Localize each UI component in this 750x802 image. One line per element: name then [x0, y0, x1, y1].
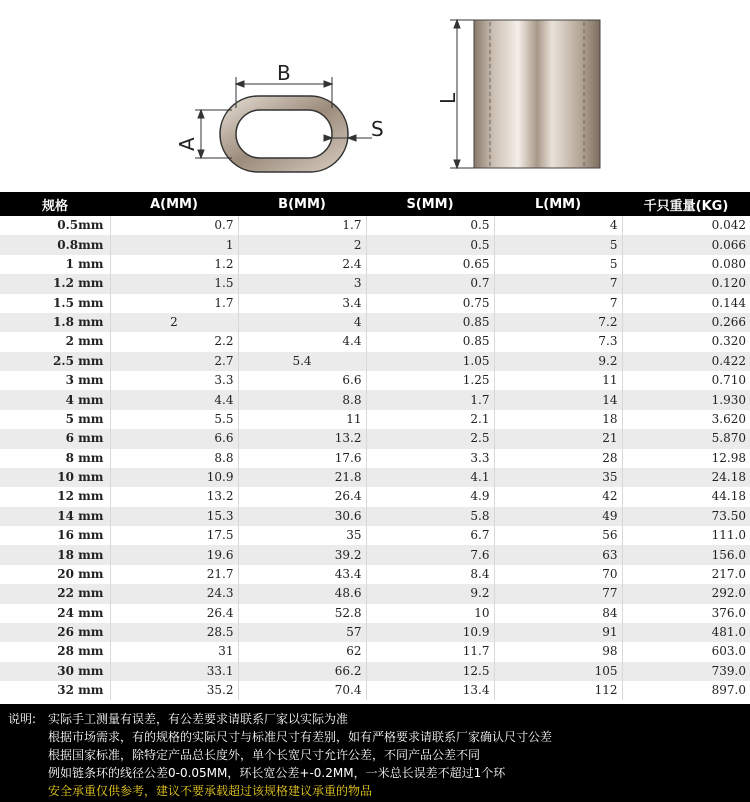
- cell-weight: 12.98: [711, 450, 746, 465]
- cell-a: 28.5: [110, 623, 238, 642]
- header-b: B(MM): [238, 192, 366, 216]
- cell-l: 11: [494, 371, 622, 390]
- table-header-row: [0, 192, 750, 216]
- cell-a: 1.5: [110, 274, 238, 293]
- note-line-4: 例如链条环的线径公差0-0.05MM，环长宽公差+-0.2MM，一米总长误差不超过1个环: [48, 766, 506, 780]
- cell-b: 26.4: [238, 487, 366, 506]
- cell-spec: 16 mm: [0, 526, 110, 545]
- cell-a: 15.3: [110, 507, 238, 526]
- cell-s: 0.85: [366, 313, 494, 332]
- table-row: [0, 371, 750, 390]
- cell-l: 7: [494, 274, 622, 293]
- cell-weight: 73.50: [622, 507, 750, 526]
- cell-weight: 0.710: [711, 373, 746, 388]
- cell-weight: 0.120: [622, 274, 750, 293]
- cell-s: 10.9: [366, 623, 494, 642]
- header-s: S(MM): [366, 192, 494, 216]
- cell-l: 7.2: [494, 313, 622, 332]
- cell-l: 98: [494, 642, 622, 661]
- cell-b: 43.4: [238, 565, 366, 584]
- cell-spec: 1.5 mm: [0, 294, 110, 313]
- cell-b: 4.4: [238, 332, 366, 351]
- cell-weight: 0.042: [711, 218, 746, 233]
- table-row: [0, 642, 750, 661]
- table-row: [0, 216, 750, 235]
- cell-weight: 217.0: [711, 566, 746, 581]
- table-row: [0, 507, 750, 526]
- cell-a: 2.7: [110, 352, 238, 371]
- table-row: [0, 313, 750, 332]
- cell-b: 52.8: [238, 604, 366, 623]
- cell-b: 13.2: [238, 429, 366, 448]
- table-row: [0, 584, 750, 603]
- cell-l: 21: [494, 429, 622, 448]
- cell-weight: 0.422: [622, 352, 750, 371]
- cell-b: 8.8: [238, 390, 366, 409]
- cell-weight: 3.620: [711, 411, 746, 426]
- cell-b: 21.8: [238, 468, 366, 487]
- cell-spec: 18 mm: [0, 545, 110, 564]
- cell-s: 1.05: [366, 352, 494, 371]
- cell-s: 11.7: [366, 642, 494, 661]
- cell-a: 1: [110, 235, 238, 254]
- cell-spec: 5 mm: [0, 410, 110, 429]
- cell-weight: 739.0: [622, 662, 750, 681]
- cell-l: 18: [494, 410, 622, 429]
- cell-b: 11: [238, 410, 366, 429]
- header-weight: 千只重量(KG): [622, 192, 750, 216]
- cell-a: 19.6: [110, 545, 238, 564]
- cell-spec: 32 mm: [0, 681, 110, 700]
- cell-s: 9.2: [366, 584, 494, 603]
- cell-weight: 0.080: [711, 256, 746, 271]
- cell-a: 2: [110, 313, 238, 332]
- cell-a: 35.2: [110, 681, 238, 700]
- cell-a: 10.9: [110, 468, 238, 487]
- cell-l: 77: [494, 584, 622, 603]
- table-row: [0, 662, 750, 681]
- cell-l: 42: [494, 487, 622, 506]
- cell-weight: 156.0: [622, 545, 750, 564]
- cell-spec: 8 mm: [0, 449, 110, 468]
- cell-b: 57: [238, 623, 366, 642]
- spec-table: [0, 192, 750, 700]
- oval-ring-front-view: [220, 96, 348, 172]
- cell-a: 33.1: [110, 662, 238, 681]
- cell-a: 21.7: [110, 565, 238, 584]
- cell-weight: 603.0: [711, 644, 746, 659]
- cell-l: 63: [494, 545, 622, 564]
- note-line-2: 根据市场需求，有的规格的实际尺寸与标准尺寸有差别，如有严格要求请联系厂家确认尺寸公差: [48, 730, 553, 744]
- cell-spec: 22 mm: [0, 584, 110, 603]
- cell-weight: 897.0: [711, 683, 746, 698]
- cell-weight: 0.066: [622, 235, 750, 254]
- cell-s: 0.75: [366, 294, 494, 313]
- cell-a: 4.4: [110, 390, 238, 409]
- cell-weight: 24.18: [622, 468, 750, 487]
- cell-weight: 5.870: [622, 429, 750, 448]
- header-a: A(MM): [110, 192, 238, 216]
- cell-weight: 0.144: [711, 295, 746, 310]
- table-row: [0, 255, 750, 274]
- cell-a: 6.6: [110, 429, 238, 448]
- cell-b: 4: [238, 313, 366, 332]
- cell-b: 62: [238, 642, 366, 661]
- cell-b: 5.4: [238, 352, 366, 371]
- cell-spec: 2 mm: [0, 332, 110, 351]
- cell-s: 6.7: [366, 526, 494, 545]
- cell-b: 30.6: [238, 507, 366, 526]
- table-row: [0, 604, 750, 623]
- cell-b: 66.2: [238, 662, 366, 681]
- cell-b: 6.6: [238, 371, 366, 390]
- dimension-diagram: [0, 0, 750, 192]
- cell-s: 0.5: [366, 235, 494, 254]
- notes-label: 说明:: [8, 712, 37, 726]
- cell-spec: 12 mm: [0, 487, 110, 506]
- cell-weight: 1.930: [622, 390, 750, 409]
- cell-s: 12.5: [366, 662, 494, 681]
- cell-spec: 28 mm: [0, 642, 110, 661]
- cell-l: 5: [494, 235, 622, 254]
- cell-l: 4: [494, 216, 622, 235]
- cell-a: 1.2: [110, 255, 238, 274]
- cell-l: 49: [494, 507, 622, 526]
- cell-s: 0.7: [366, 274, 494, 293]
- cell-b: 35: [238, 526, 366, 545]
- cell-b: 3: [238, 274, 366, 293]
- table-row: [0, 623, 750, 642]
- table-row: [0, 390, 750, 409]
- table-row: [0, 352, 750, 371]
- cell-weight: 376.0: [711, 605, 746, 620]
- cell-l: 28: [494, 449, 622, 468]
- notes-panel: [0, 704, 750, 802]
- cell-s: 1.25: [366, 371, 494, 390]
- cell-l: 35: [494, 468, 622, 487]
- table-row: [0, 235, 750, 254]
- header-spec: 规格: [0, 192, 110, 216]
- cell-spec: 2.5 mm: [0, 352, 110, 371]
- cell-l: 91: [494, 623, 622, 642]
- cell-spec: 20 mm: [0, 565, 110, 584]
- cell-s: 1.7: [366, 390, 494, 409]
- cell-l: 56: [494, 526, 622, 545]
- cell-spec: 0.5mm: [0, 216, 110, 235]
- note-line-3: 根据国家标准，除特定产品总长度外，单个长宽尺寸允许公差，不同产品公差不同: [48, 748, 481, 762]
- cell-a: 3.3: [110, 371, 238, 390]
- cell-spec: 0.8mm: [0, 235, 110, 254]
- table-row: [0, 294, 750, 313]
- cell-l: 7.3: [494, 332, 622, 351]
- cell-b: 39.2: [238, 545, 366, 564]
- cell-l: 5: [494, 255, 622, 274]
- cell-b: 48.6: [238, 584, 366, 603]
- cell-s: 2.5: [366, 429, 494, 448]
- cell-spec: 1 mm: [0, 255, 110, 274]
- table-row: [0, 449, 750, 468]
- cell-weight: 0.320: [711, 334, 746, 349]
- cell-l: 7: [494, 294, 622, 313]
- cell-weight: 292.0: [622, 584, 750, 603]
- cell-spec: 4 mm: [0, 390, 110, 409]
- cell-l: 9.2: [494, 352, 622, 371]
- cell-s: 10: [366, 604, 494, 623]
- cell-l: 112: [494, 681, 622, 700]
- cell-a: 13.2: [110, 487, 238, 506]
- note-line-5-warning: 安全承重仅供参考，建议不要承载超过该规格建议承重的物品: [48, 784, 373, 798]
- table-row: [0, 429, 750, 448]
- cell-weight: 0.266: [622, 313, 750, 332]
- cell-a: 8.8: [110, 449, 238, 468]
- table-row: [0, 526, 750, 545]
- cell-s: 4.9: [366, 487, 494, 506]
- cell-b: 17.6: [238, 449, 366, 468]
- cell-s: 7.6: [366, 545, 494, 564]
- cell-a: 26.4: [110, 604, 238, 623]
- cell-spec: 14 mm: [0, 507, 110, 526]
- cell-a: 17.5: [110, 526, 238, 545]
- cell-a: 31: [110, 642, 238, 661]
- cell-weight: 481.0: [622, 623, 750, 642]
- table-row: [0, 545, 750, 564]
- cell-s: 5.8: [366, 507, 494, 526]
- cell-s: 3.3: [366, 449, 494, 468]
- cell-a: 1.7: [110, 294, 238, 313]
- cell-s: 0.65: [366, 255, 494, 274]
- table-row: [0, 274, 750, 293]
- cell-spec: 6 mm: [0, 429, 110, 448]
- cell-b: 70.4: [238, 681, 366, 700]
- sleeve-side-view: [474, 20, 600, 168]
- table-row: [0, 487, 750, 506]
- cell-l: 14: [494, 390, 622, 409]
- table-row: [0, 410, 750, 429]
- cell-spec: 24 mm: [0, 604, 110, 623]
- cell-l: 70: [494, 565, 622, 584]
- table-row: [0, 468, 750, 487]
- table-row: [0, 565, 750, 584]
- cell-spec: 10 mm: [0, 468, 110, 487]
- table-row: [0, 332, 750, 351]
- label-a: A: [175, 137, 199, 151]
- cell-l: 84: [494, 604, 622, 623]
- cell-s: 4.1: [366, 468, 494, 487]
- cell-a: 2.2: [110, 332, 238, 351]
- label-l: L: [436, 92, 460, 104]
- cell-s: 0.5: [366, 216, 494, 235]
- label-s: S: [371, 117, 384, 141]
- cell-b: 3.4: [238, 294, 366, 313]
- cell-spec: 3 mm: [0, 371, 110, 390]
- cell-weight: 111.0: [711, 528, 746, 543]
- cell-b: 2.4: [238, 255, 366, 274]
- cell-a: 24.3: [110, 584, 238, 603]
- cell-s: 8.4: [366, 565, 494, 584]
- cell-a: 0.7: [110, 216, 238, 235]
- cell-s: 13.4: [366, 681, 494, 700]
- cell-spec: 30 mm: [0, 662, 110, 681]
- label-b: B: [277, 61, 291, 85]
- cell-b: 2: [238, 235, 366, 254]
- cell-weight: 44.18: [711, 489, 746, 504]
- table-row: [0, 681, 750, 700]
- cell-s: 0.85: [366, 332, 494, 351]
- cell-spec: 1.8 mm: [0, 313, 110, 332]
- cell-s: 2.1: [366, 410, 494, 429]
- cell-l: 105: [494, 662, 622, 681]
- cell-spec: 26 mm: [0, 623, 110, 642]
- note-line-1: 实际手工测量有误差，有公差要求请联系厂家以实际为准: [48, 712, 349, 726]
- cell-b: 1.7: [238, 216, 366, 235]
- cell-spec: 1.2 mm: [0, 274, 110, 293]
- cell-a: 5.5: [110, 410, 238, 429]
- header-l: L(MM): [494, 192, 622, 216]
